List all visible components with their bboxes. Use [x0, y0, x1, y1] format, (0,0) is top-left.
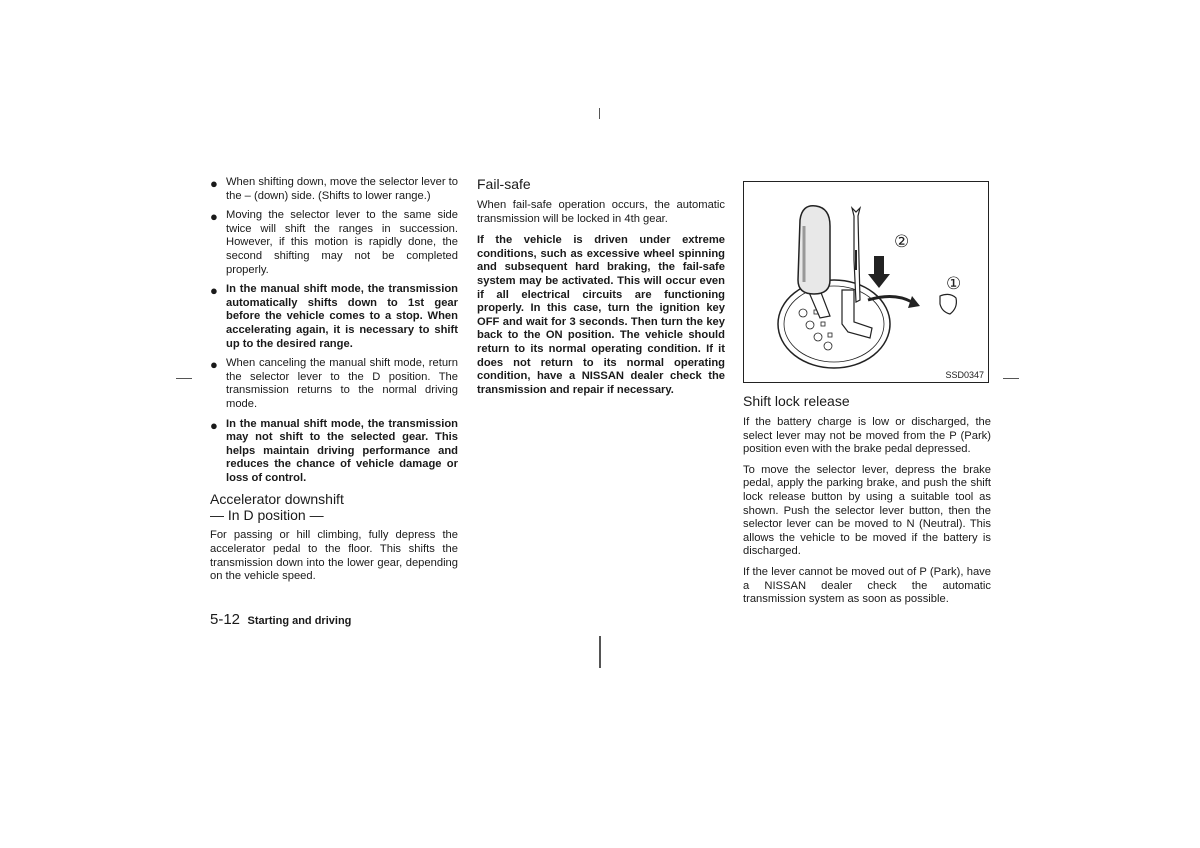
console-plate	[778, 280, 890, 368]
shift-lock-cover	[940, 294, 956, 314]
left-margin-mark	[176, 378, 192, 379]
shift-lock-para-2: To move the selector lever, depress the brake pedal, apply the parking brake, and push the shift lock release button by using a suitable tool as shown. Push the selector lever button, then the selector lever can be moved to N (Neutral). This allows the vehicle to be moved if the battery is discharged.	[743, 463, 991, 558]
right-margin-mark	[1003, 378, 1019, 379]
shift-lock-para-3: If the lever cannot be moved out of P (Park), have a NISSAN dealer check the automatic transmission system as soon as possible.	[743, 565, 991, 606]
bullet-text: In the manual shift mode, the transmission may not shift to the selected gear. This helps maintain driving performance and reduces the chance of vehicle damage or loss of control.	[226, 417, 458, 484]
callout-2: ②	[894, 232, 910, 252]
bullet-item	[210, 357, 458, 411]
callout-1: ①	[946, 274, 962, 294]
bullet-item	[210, 209, 458, 277]
bullet-dot: ●	[210, 283, 218, 299]
bullet-item	[210, 418, 458, 486]
page-footer	[210, 611, 351, 629]
bullet-item	[210, 176, 458, 203]
section-title: Starting and driving	[247, 615, 352, 627]
bottom-center-mark	[599, 636, 601, 668]
left-column	[210, 176, 458, 591]
accelerator-downshift-heading	[210, 491, 458, 523]
fail-safe-intro: When fail-safe operation occurs, the automatic transmission will be locked in 4th gear.	[477, 199, 725, 225]
manual-shift-bullet-list	[210, 176, 458, 485]
bullet-dot: ●	[210, 357, 218, 373]
bullet-text: When canceling the manual shift mode, return the selector lever to the D position. The transmission returns to the normal driving mode.	[226, 357, 458, 410]
fail-safe-warning: If the vehicle is driven under extreme conditions, such as excessive wheel spinning and subsequent hard braking, the fail-safe system may be activated. This will occur even if all electrical circuits are functioning properly. In this case, turn the ignition key OFF and wait for 3 seconds. Then turn the key back to the ON position. The vehicle should return to its normal operating condition. If it does not return to its normal operating condition, have a NISSAN dealer check the transmission and repair if necessary.	[477, 234, 725, 396]
top-center-mark	[599, 108, 600, 119]
figure-code: SSD0347	[945, 370, 984, 380]
shift-lock-illustration	[744, 182, 988, 382]
heading-line-1: Accelerator downshift	[210, 491, 344, 508]
bullet-dot: ●	[210, 176, 218, 191]
bullet-dot: ●	[210, 417, 218, 433]
accelerator-downshift-paragraph: For passing or hill climbing, fully depress the accelerator pedal to the floor. This shifts the transmission down into the lower gear, depending on the vehicle speed.	[210, 529, 458, 583]
bullet-text: In the manual shift mode, the transmission automatically shifts down to 1st gear before the vehicle comes to a stop. When accelerating again, it is necessary to shift up to the desired range.	[226, 283, 458, 350]
middle-column	[477, 176, 725, 404]
shift-lock-para-1: If the battery charge is low or discharged, the select lever may not be moved from the P (Park) position even with the brake pedal depressed.	[743, 416, 991, 456]
bullet-text: When shifting down, move the selector lever to the – (down) side. (Shifts to lower range.)	[226, 176, 458, 202]
shift-lock-release-heading: Shift lock release	[743, 393, 850, 409]
bullet-item	[210, 283, 458, 351]
fail-safe-heading: Fail-safe	[477, 176, 531, 192]
right-column	[743, 393, 991, 614]
press-down-arrow	[868, 256, 890, 288]
heading-line-2: — In D position —	[210, 507, 324, 524]
bullet-dot: ●	[210, 209, 218, 225]
page-number: 5-12	[210, 611, 241, 628]
bullet-text: Moving the selector lever to the same side twice will shift the ranges in succession. However, if this motion is rapidly done, the second shifting may not be completed properly.	[226, 209, 458, 276]
shift-lock-release-figure	[743, 181, 989, 383]
